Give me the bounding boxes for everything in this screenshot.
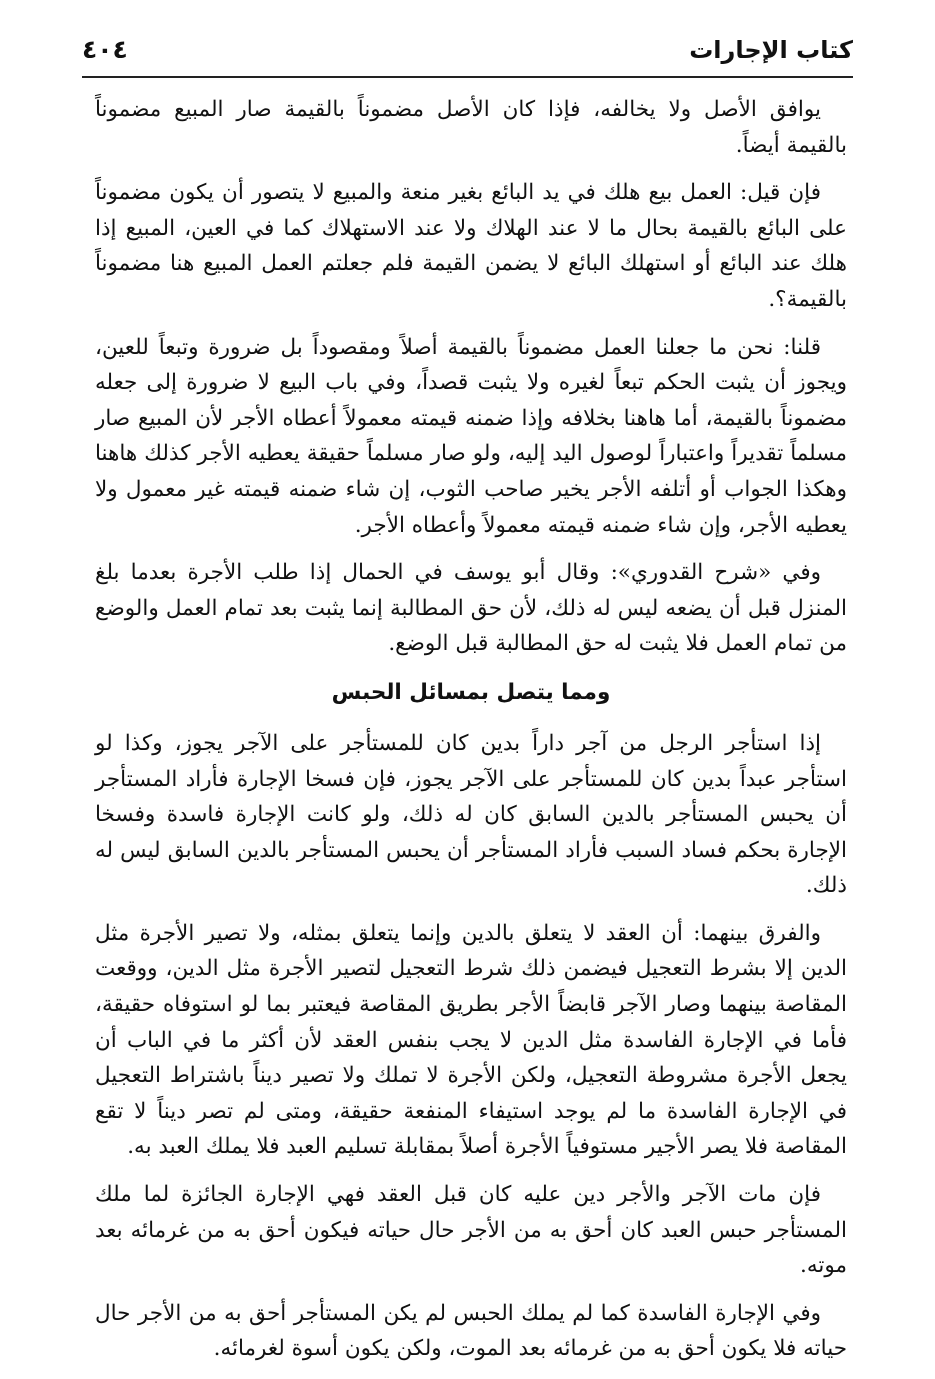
paragraph: قلنا: نحن ما جعلنا العمل مضموناً بالقيمة أصلاً ومقصوداً بل ضرورة وتبعاً للعين، ويجوز أن يثبت الحكم تبعاً لغيره ولا يثبت قصداً، وفي باب البيع لا ضرورة إلى جعله مضموناً بالقيمة، أما هاهنا بخلافه وإذا ضمنه قيمته معمولاً أعطاه الأجر لأن المبيع صار مسلماً تقديراً واعتباراً لوصول اليد إليه، ولو صار مسلماً حقيقة يعطيه الأجر كذلك هاهنا وهكذا الجواب أو أتلفه الأجر يخير صاحب الثوب، إن شاء ضمنه قيمته غير معمول ولا يعطيه الأجر، وإن شاء ضمنه قيمته معمولاً وأعطاه الأجر. <box>95 334 847 538</box>
paragraph: إذا استأجر الرجل من آجر داراً بدين كان للمستأجر على الآجر يجوز، وكذا لو استأجر عبداً بدين كان للمستأجر على الآجر يجوز، فإن فسخا الإجارة فأراد المستأجر أن يحبس المستأجر بالدين السابق كان له ذلك، ولو كانت الإجارة فاسدة وفسخا الإجارة بحكم فساد السبب فأراد المستأجر أن يحبس المستأجر بالدين السابق ليس له ذلك. <box>95 730 847 899</box>
paragraph: وفي الإجارة الفاسدة كما لم يملك الحبس لم يكن المستأجر أحق به من الأجر حال حياته فلا يكون أحق به من غرمائه بعد الموت، ولكن يكون أسوة لغرمائه. <box>95 1300 847 1362</box>
paragraph: والفرق بينهما: أن العقد لا يتعلق بالدين وإنما يتعلق بمثله، ولا تصير الأجرة مثل الدين إلا بشرط التعجيل فيضمن ذلك شرط التعجيل لتصير الأجرة مثل الدين، ووقعت المقاصة بينهما وصار الآجر قابضاً الأجر بطريق المقاصة فيعتبر بما لو استوفاه حقيقة، فأما في الإجارة الفاسدة مثل الدين لا يجب بنفس العقد لأن أكثر ما في الباب أن يجعل الأجرة مشروطة التعجيل، ولكن الأجرة لا تملك ولا تصير ديناً باشتراط التعجيل في الإجارة الفاسدة ما لم يوجد استيفاء المنفعة حقيقة، ومتى لم تصر ديناً لا تقع المقاصة فلا يصر الأجير مستوفياً الأجرة أصلاً بمقابلة تسليم العبد فلا يملك العبد به. <box>95 920 847 1160</box>
chapter-title: كتاب الإجارات <box>689 36 853 64</box>
running-header <box>82 32 853 72</box>
paragraph: فإن مات الآجر والأجر دين عليه كان قبل العقد فهي الإجارة الجائزة لما ملك المستأجر حبس العبد كان أحق به من الأجر حال حياته فيكون أحق به من غرمائه بعد موته. <box>95 1182 847 1279</box>
section-heading: ومما يتصل بمسائل الحبس <box>331 679 611 705</box>
page-number: ٤٠٤ <box>82 35 128 64</box>
paragraph: فإن قيل: العمل بيع هلك في يد البائع بغير منعة والمبيع لا يتصور أن يكون مضموناً على البائع بالقيمة بحال ما لا عند الهلاك ولا عند الاستهلاك كما في العين، المبيع إذا هلك عند البائع أو استهلك البائع لا يضمن القيمة فلم جعلتم العمل المبيع هنا مضموناً بالقيمة؟. <box>95 180 847 312</box>
page-body <box>95 92 847 1379</box>
header-divider <box>82 76 853 78</box>
paragraph: وفي «شرح القدوري»: وقال أبو يوسف في الحمال إذا طلب الأجرة بعدما بلغ المنزل قبل أن يضعه ليس له ذلك، لأن حق المطالبة إنما يثبت بعد تمام العمل والوضع من تمام العمل فلا يثبت له حق المطالبة قبل الوضع. <box>95 560 847 657</box>
paragraph: يوافق الأصل ولا يخالفه، فإذا كان الأصل مضموناً بالقيمة صار المبيع مضموناً بالقيمة أيضاً. <box>95 97 847 158</box>
